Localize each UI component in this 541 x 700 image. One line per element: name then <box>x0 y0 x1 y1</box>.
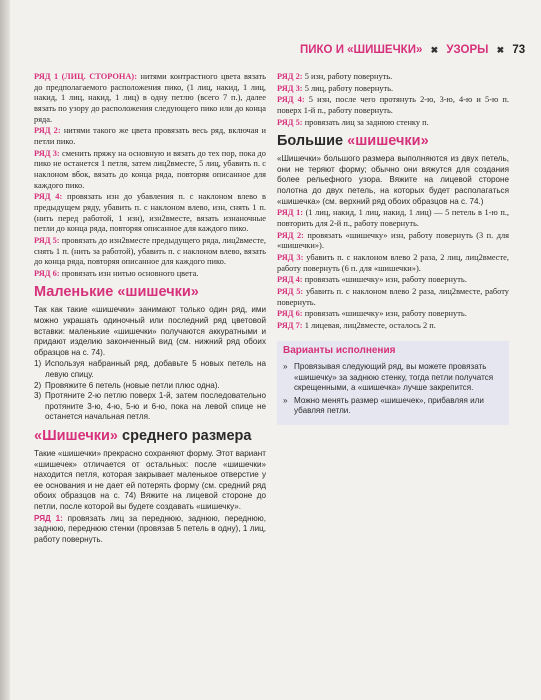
step-text: Протяните 2-ю петлю поверх 1-й, затем последовательно протяните 3-ю, 4-ю, 5-ю и 6-ю, пока на левой спице не останется начальная петля. <box>45 391 266 422</box>
row-instruction <box>277 84 509 95</box>
row-label: РЯД 5: <box>277 286 304 296</box>
row-label: РЯД 1: <box>277 208 304 218</box>
section-heading-small <box>34 283 266 301</box>
heading-pink: «шишечки» <box>347 133 429 150</box>
row-text: провязать лиц за переднюю, заднюю, переднюю, заднюю, переднюю стенки (провязав 5 петель в одну), 1 лиц, работу повернуть. <box>34 513 266 544</box>
row-label: РЯД 3: <box>277 252 304 262</box>
row-label: РЯД 4: <box>277 275 303 285</box>
variants-title: Варианты исполнения <box>283 345 396 357</box>
variants-list <box>283 362 503 417</box>
section-paragraph: «Шишечки» большого размера выполняются из двух петель, они не теряют форму; обычно они вяжутся для создания более рельефного узора. Вяжите на лицевой стороне полотна до двух петель, на которых будет располагаться «шишечка» (см. верхний ряд обоих образцов на с. 74.) <box>277 154 509 206</box>
list-item <box>283 362 503 394</box>
left-column <box>34 72 266 546</box>
heading-rest: среднего размера <box>118 428 252 444</box>
separator-icon: ✖ <box>430 44 439 55</box>
row-text: (1 лиц, накид, 1 лиц, накид, 1 лиц) — 5 петель в 1-ю п., повторить для 2-й п., работу повернуть. <box>277 208 509 228</box>
row-instruction <box>34 514 266 546</box>
row-label: РЯД 2: <box>34 126 61 136</box>
row-label: РЯД 5: <box>277 117 303 127</box>
heading-pink: Маленькие «шишечки» <box>34 284 199 301</box>
big-bobbles-section <box>277 154 509 207</box>
list-item <box>283 396 503 417</box>
small-bobbles-section <box>34 305 266 423</box>
variant-text: Можно менять размер «шишечек», прибавляя или убавляя петли. <box>294 395 484 416</box>
section-paragraph: Так как такие «шишечки» занимают только один ряд, ими можно украшать одиночный или последний ряд цветовой вставки: маленькие «шишечки» получаются аккуратными и придают изделию законченный вид (см. нижний ряд обоих образцов на с. 74). <box>34 305 266 357</box>
row-text: провязать «шишечку» изн, работу повернуть. <box>302 275 467 285</box>
row-text: провязать изн до убавления п. с наклоном влево в предыдущем ряду, убавить п. с наклоном влево, изн, снять 1 п. (нить перед работой, 1 изн), изн2вместе, вязать изнаночные петли до конца ряда, повторяя описанное для каждого пико. <box>34 192 266 234</box>
row-instruction <box>34 126 266 147</box>
row-instruction <box>277 287 509 308</box>
page-number: 73 <box>512 44 526 56</box>
medium-bobbles-section <box>34 449 266 545</box>
row-instruction <box>34 72 266 125</box>
variant-text: Провязывая следующий ряд, вы можете провязать «шишечку» за заднюю стенку, тогда петли получатся скрещенными, а «шишечка» лучше закрепится. <box>294 362 494 393</box>
heading-rest: Большие <box>277 133 348 150</box>
variants-box <box>277 341 509 425</box>
bullet-icon: » <box>283 362 288 372</box>
running-head-chapter: УЗОРЫ <box>446 44 489 56</box>
running-head-section: ПИКО И «ШИШЕЧКИ» <box>300 44 423 56</box>
row-label: РЯД 5: <box>34 235 60 245</box>
row-text: провязать лиц за заднюю стенку п. <box>302 117 429 127</box>
row-label: РЯД 2: <box>277 72 303 81</box>
row-instruction <box>277 72 509 83</box>
picot-rows <box>34 72 266 279</box>
row-instruction <box>277 208 509 229</box>
row-label: РЯД 2: <box>277 230 304 240</box>
heading-pink: «Шишечки» <box>34 428 118 444</box>
row-instruction <box>277 309 509 320</box>
row-label: РЯД 1: <box>34 513 63 523</box>
page-binding-edge <box>0 0 10 700</box>
row-text: 5 изн, после чего протянуть 2-ю, 3-ю, 4-ю и 5-ю п. поверх 1-й п., работу повернуть. <box>277 95 509 115</box>
section-heading-big <box>277 132 509 150</box>
row-label: РЯД 6: <box>34 268 60 278</box>
row-text: провязать «шишечку» изн, работу повернуть (3 п. для «шишечки»). <box>277 230 509 251</box>
row-text: 5 изн, работу повернуть. <box>302 72 393 81</box>
row-label: РЯД 7: <box>277 320 303 330</box>
row-label: РЯД 3: <box>34 148 60 158</box>
row-text: сменить пряжу на основную и вязать до тех пор, пока до пико не останется 1 петля, затем лиц2вместе, 5 лиц, убавить п. с наклоном вбок, вязать до конца ряда, повторяя описанное для каждого пико. <box>34 148 266 190</box>
steps-list <box>34 359 266 423</box>
row-instruction <box>277 231 509 252</box>
step-text: Провяжите 6 петель (новые петли плюс одна). <box>45 380 220 390</box>
row-label: РЯД 4: <box>277 95 305 105</box>
step-number: 3) <box>34 391 42 401</box>
row-label: РЯД 4: <box>34 192 63 202</box>
step-number: 2) <box>34 380 42 390</box>
section-heading-medium <box>34 427 266 445</box>
list-item <box>34 381 266 392</box>
step-text: Используя набранный ряд, добавьте 5 новых петель на левую спицу. <box>45 359 266 380</box>
row-instruction <box>277 253 509 274</box>
list-item <box>34 359 266 380</box>
row-text: 1 лицевая, лиц2вместе, осталось 2 п. <box>302 320 436 330</box>
separator-icon: ✖ <box>496 44 505 55</box>
row-text: нитями такого же цвета провязать весь ряд, включая и петли пико. <box>34 126 266 146</box>
bullet-icon: » <box>283 395 288 405</box>
row-text: провязать «шишечку» изн, работу повернуть. <box>302 309 467 319</box>
row-text: убавить п. с наклоном влево 2 раза, лиц2вместе, работу повернуть. <box>277 286 509 307</box>
row-text: нитями контрастного цвета вязать до предполагаемого расположения пико, (1 лиц, накид, 1 лиц, накид, 1 лиц, накид, 1 лиц) в одну петлю (всего 7 п.), далее вязать по узору до расположения следующего пико или до конца ряда. <box>34 72 267 124</box>
row-label: РЯД 6: <box>277 309 303 319</box>
row-instruction <box>277 118 509 129</box>
row-text: убавить п. с наклоном влево 2 раза, 2 лиц, лиц2вместе, работу повернуть (6 п. для «шишечки»). <box>277 252 509 273</box>
row-instruction <box>34 269 266 280</box>
row-instruction <box>277 275 509 286</box>
row-instruction <box>277 95 509 116</box>
step-number: 1) <box>34 359 42 369</box>
right-column <box>277 72 509 425</box>
row-label: РЯД 1 (ЛИЦ. СТОРОНА): <box>34 72 137 81</box>
row-instruction <box>34 192 266 235</box>
row-instruction <box>277 321 509 332</box>
row-text: 5 лиц, работу повернуть. <box>302 83 394 93</box>
row-text: провязать изн нитью основного цвета. <box>59 268 199 278</box>
row-text: провязать до изн2вместе предыдущего ряда, лиц2вместе, снять 1 п. (нить за работой), убавить п. с наклоном влево, вязать до конца ряда, повторяя описанное для каждого пико. <box>34 235 266 267</box>
row-label: РЯД 3: <box>277 83 303 93</box>
list-item <box>34 391 266 423</box>
running-head <box>300 44 526 62</box>
section-paragraph: Такие «шишечки» прекрасно сохраняют форму. Этот вариант «шишечек» отличается от остальных: после «шишечки» находится петля, которая закрывает маленькое отверстие у ее основания и не дает ей потерять форму (см. средний ряд обоих образцов на с. 74) Вяжите на лицевой стороне до петли, после которой вы будете создавать «шишечку». <box>34 449 266 511</box>
big-rows <box>277 208 509 331</box>
row-instruction <box>34 236 266 268</box>
medium-rows-continued <box>277 72 509 128</box>
row-instruction <box>34 149 266 192</box>
